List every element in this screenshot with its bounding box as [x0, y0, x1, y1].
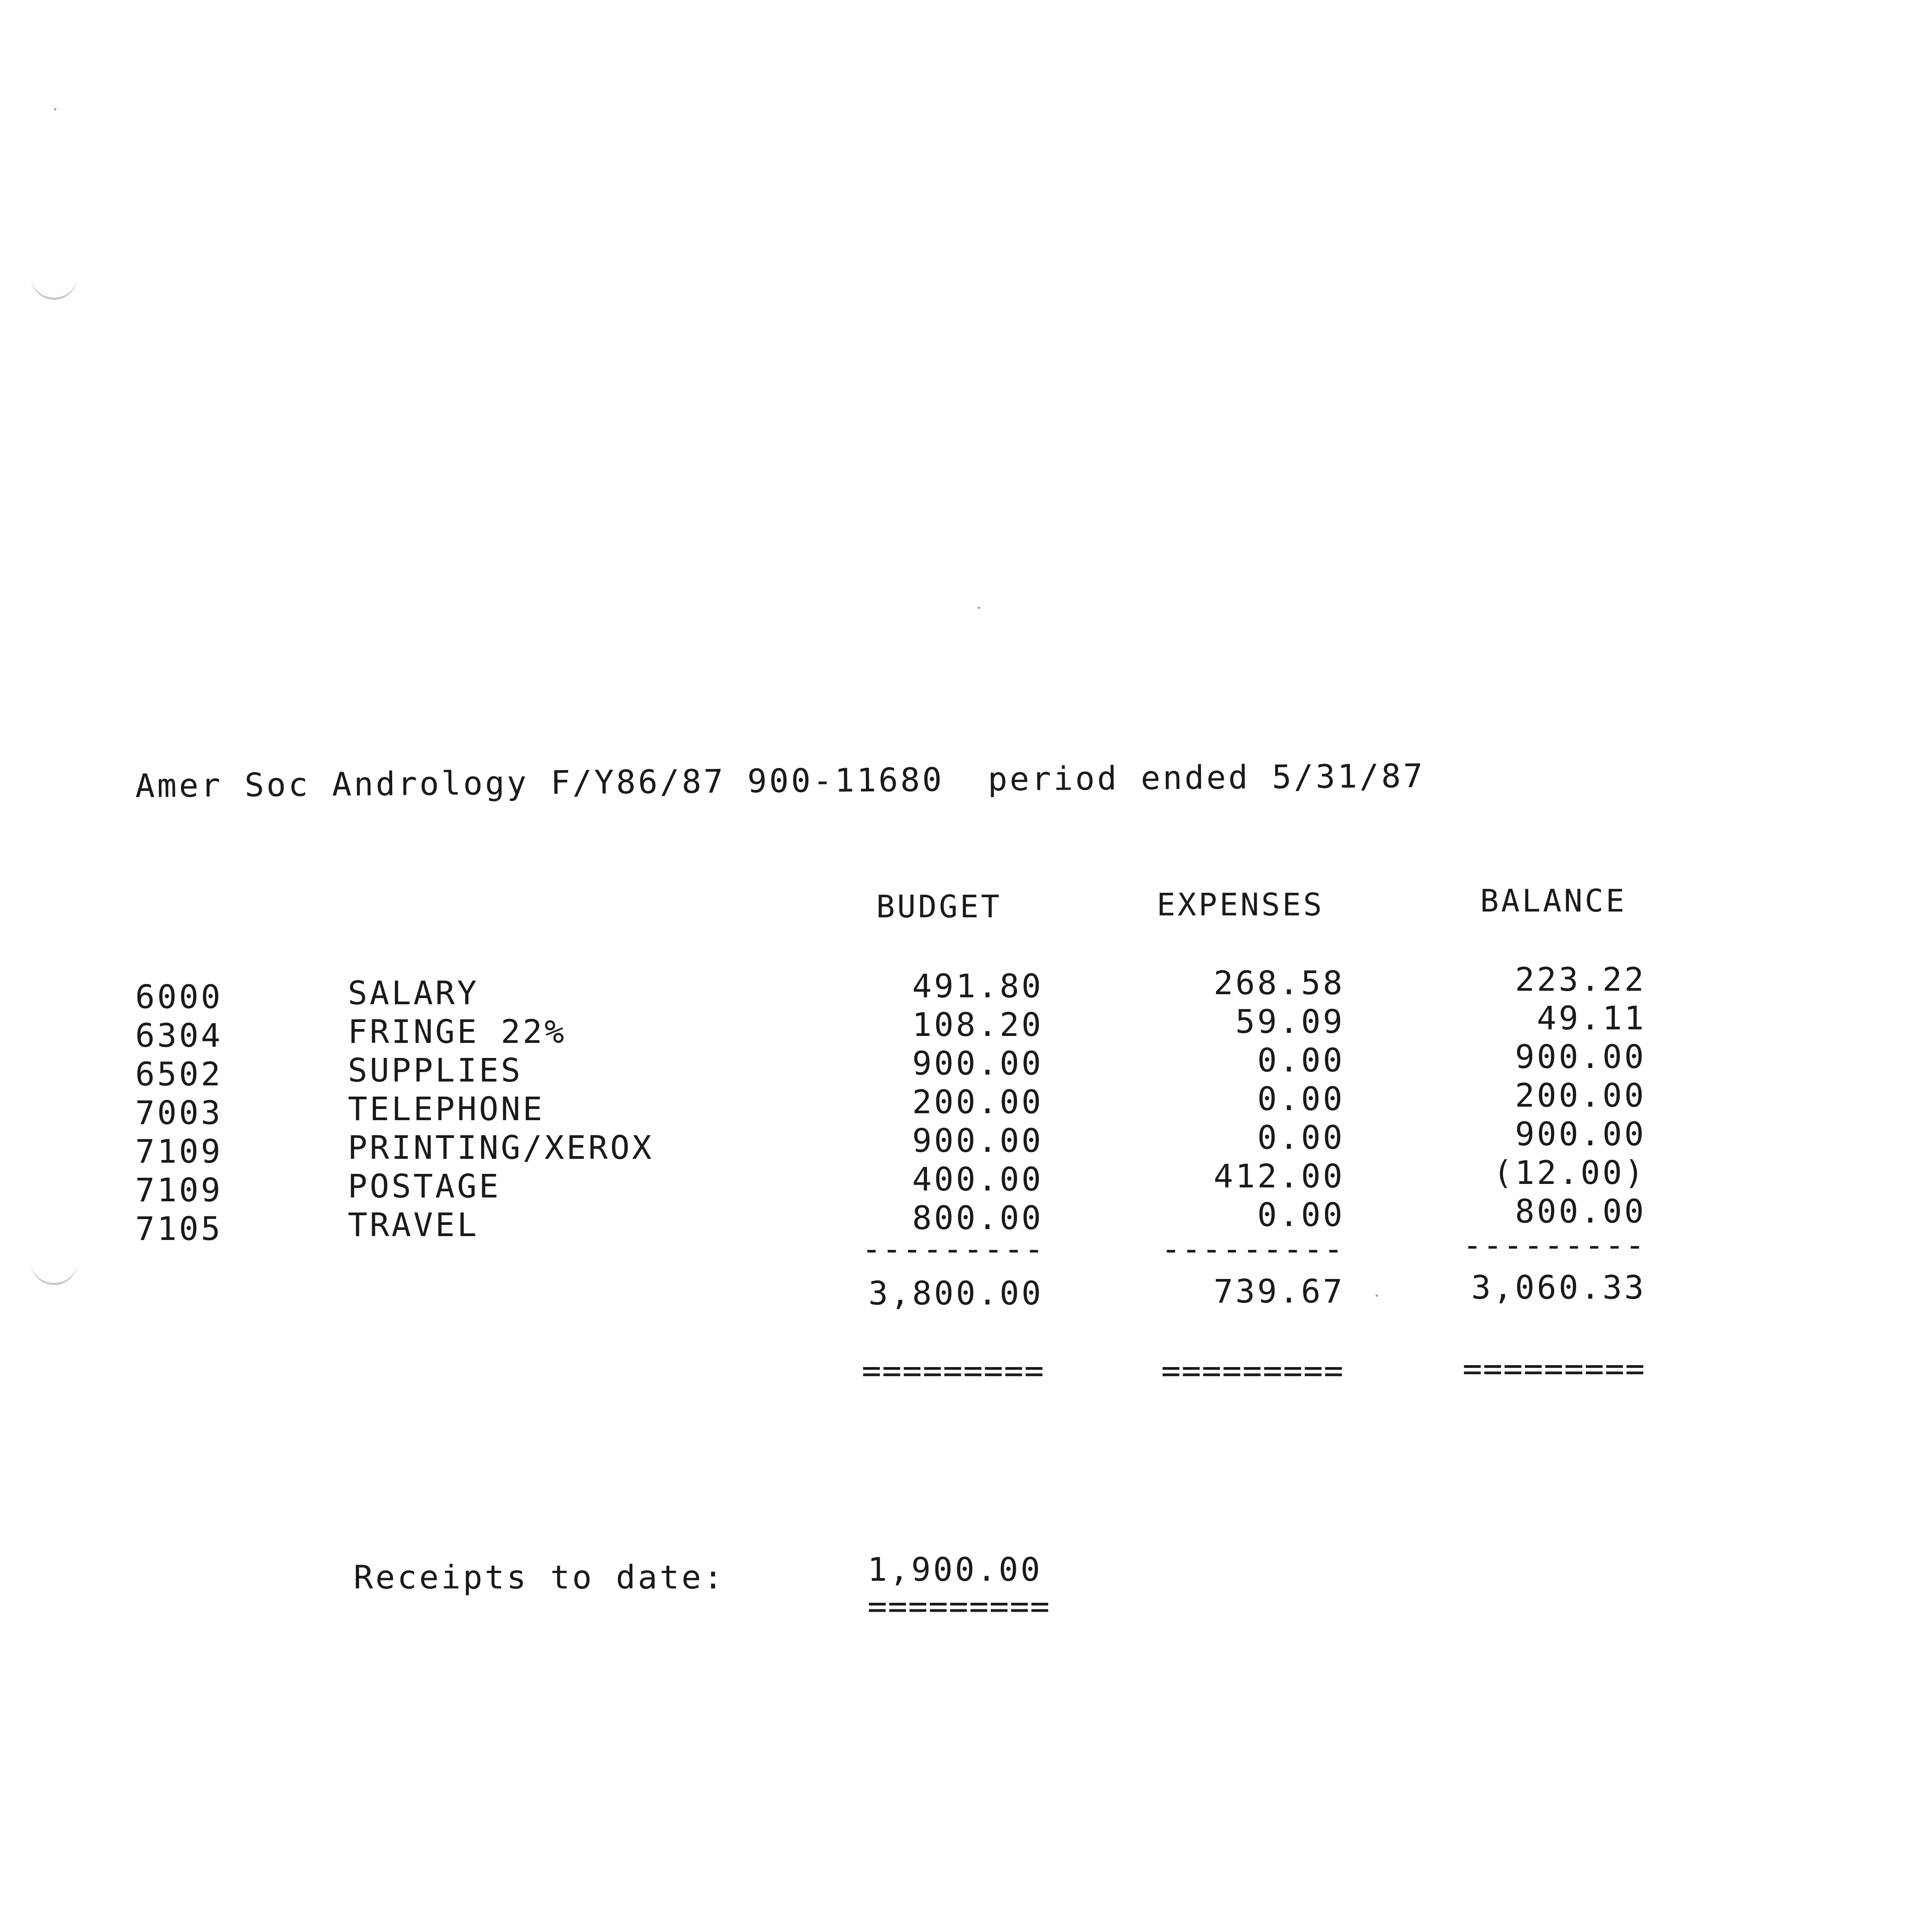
punch-hole-mark	[31, 270, 77, 300]
row-budget: 900.00	[912, 1044, 1043, 1082]
row-code: 7105	[135, 1210, 223, 1248]
report-period: period ended 5/31/87	[987, 757, 1425, 798]
row-description: POSTAGE	[348, 1167, 501, 1205]
row-expenses: 0.00	[1257, 1119, 1345, 1156]
total-double-rule-expenses: =========	[1161, 1352, 1344, 1389]
row-balance: 800.00	[1515, 1192, 1646, 1230]
scan-speck	[1376, 1294, 1378, 1297]
row-description: SALARY	[348, 974, 479, 1012]
row-balance: 900.00	[1515, 1038, 1646, 1076]
row-description: TELEPHONE	[348, 1090, 545, 1128]
row-budget: 900.00	[912, 1122, 1043, 1160]
row-expenses: 0.00	[1257, 1196, 1345, 1234]
receipts-value: 1,900.00	[867, 1551, 1043, 1588]
row-expenses: 268.58	[1213, 964, 1345, 1002]
row-balance: 49.11	[1537, 999, 1646, 1037]
total-budget: 3,800.00	[868, 1274, 1043, 1312]
row-budget: 400.00	[912, 1160, 1043, 1198]
row-balance: 200.00	[1515, 1077, 1646, 1114]
subtotal-rule-expenses: ---------	[1161, 1230, 1344, 1268]
row-balance: (12.00)	[1493, 1154, 1646, 1192]
row-description: SUPPLIES	[348, 1051, 523, 1089]
subtotal-rule-budget: ---------	[862, 1230, 1045, 1268]
receipts-double-rule: =========	[867, 1587, 1051, 1625]
row-expenses: 59.09	[1235, 1003, 1345, 1041]
row-code: 7003	[135, 1094, 223, 1132]
row-budget: 491.80	[912, 967, 1043, 1005]
row-budget: 800.00	[912, 1199, 1043, 1237]
row-description: FRINGE 22%	[348, 1013, 566, 1051]
row-budget: 108.20	[912, 1006, 1043, 1044]
row-code: 6304	[135, 1017, 223, 1054]
report-header	[135, 757, 1425, 805]
row-code: 7109	[135, 1133, 223, 1170]
row-code: 6502	[135, 1055, 223, 1093]
total-expenses: 739.67	[1213, 1272, 1345, 1310]
column-header-balance: BALANCE	[1480, 883, 1627, 919]
receipts-label: Receipts to date:	[354, 1558, 725, 1596]
total-double-rule-balance: =========	[1463, 1350, 1646, 1388]
row-description: TRAVEL	[348, 1206, 479, 1244]
column-header-budget: BUDGET	[876, 889, 1002, 925]
total-double-rule-budget: =========	[862, 1352, 1045, 1389]
subtotal-rule-balance: ---------	[1463, 1226, 1646, 1264]
row-description: PRINTING/XEROX	[348, 1129, 654, 1167]
row-balance: 900.00	[1515, 1115, 1646, 1153]
row-expenses: 412.00	[1213, 1157, 1345, 1195]
row-expenses: 0.00	[1257, 1041, 1345, 1079]
punch-hole-mark	[31, 1256, 77, 1285]
scan-speck	[978, 607, 980, 609]
report-title: Amer Soc Andrology F/Y86/87 900-11680	[135, 760, 944, 805]
row-balance: 223.22	[1515, 961, 1646, 998]
column-header-expenses: EXPENSES	[1157, 887, 1324, 923]
row-budget: 200.00	[912, 1083, 1043, 1121]
row-expenses: 0.00	[1257, 1080, 1345, 1118]
scan-speck	[54, 108, 56, 111]
row-code: 7109	[135, 1171, 223, 1209]
total-balance: 3,060.33	[1471, 1269, 1646, 1306]
row-code: 6000	[135, 978, 223, 1016]
